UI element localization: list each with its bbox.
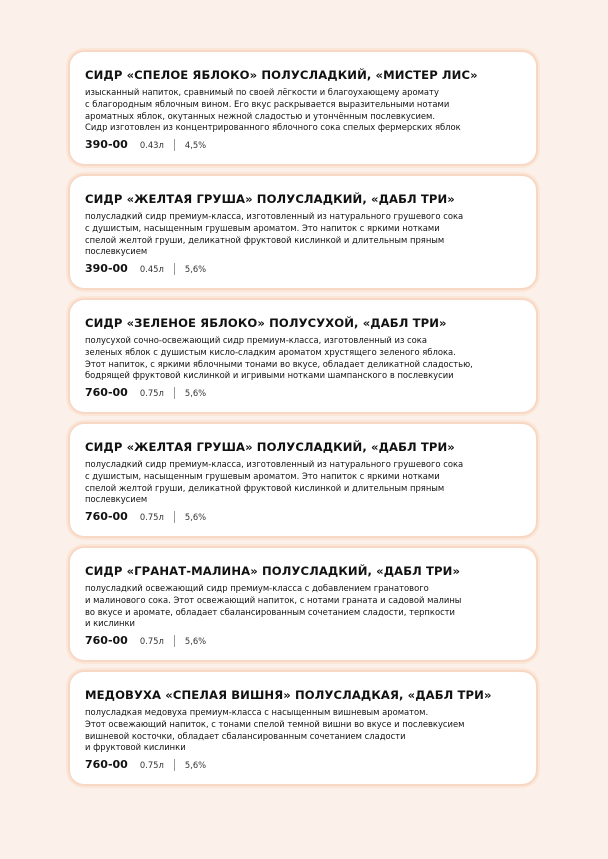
product-price: 390-00 [85, 262, 128, 276]
product-card [70, 300, 536, 412]
product-abv: 5,6% [184, 759, 207, 770]
product-description: полусладкий освежающий сидр премиум-класса с добавлением гранатового и малинового сока. Этот освежающий напиток, с нотами граната и садовой малины во вкусе и аромате, обладает сбалансированным сочетанием сладости, терпкости и кислинки [85, 583, 462, 629]
product-volume: 0.75л [139, 511, 164, 522]
product-abv: 5,6% [184, 635, 207, 646]
product-description: полусухой сочно-освежающий сидр премиум-класса, изготовленный из сока зеленых яблок с душистым кисло-сладким ароматом хрустящего зеленого яблока. Этот напиток, с яркими яблочными тонами во вкусе, обладает деликатной сладостью, бодрящей фруктовой кислинкой и игривыми нотками шампанского в послевкусии [85, 335, 473, 381]
meta-divider [174, 263, 175, 275]
product-volume: 0.45л [139, 263, 164, 274]
product-abv: 4,5% [184, 139, 207, 150]
product-title: СИДР «ЗЕЛЕНОЕ ЯБЛОКО» ПОЛУСУХОЙ, «ДАБЛ ТРИ» [85, 316, 447, 330]
product-meta [85, 137, 522, 152]
product-meta [85, 633, 522, 648]
product-card [70, 548, 536, 660]
product-meta [85, 385, 522, 400]
product-volume: 0.43л [139, 139, 164, 150]
product-card [70, 52, 536, 164]
product-abv: 5,6% [184, 387, 207, 398]
product-abv: 5,6% [184, 263, 207, 274]
product-volume: 0.75л [139, 635, 164, 646]
product-title: СИДР «СПЕЛОЕ ЯБЛОКО» ПОЛУСЛАДКИЙ, «МИСТЕР ЛИС» [85, 68, 478, 82]
product-card [70, 176, 536, 288]
product-title: СИДР «ЖЕЛТАЯ ГРУША» ПОЛУСЛАДКИЙ, «ДАБЛ ТРИ» [85, 192, 455, 206]
meta-divider [174, 511, 175, 523]
product-price: 760-00 [85, 758, 128, 772]
product-title: МЕДОВУХА «СПЕЛАЯ ВИШНЯ» ПОЛУСЛАДКАЯ, «ДАБЛ ТРИ» [85, 688, 492, 702]
meta-divider [174, 759, 175, 771]
meta-divider [174, 635, 175, 647]
product-price: 760-00 [85, 386, 128, 400]
product-meta [85, 757, 522, 772]
product-description: полусладкий сидр премиум-класса, изготовленный из натурального грушевого сока с душистым, насыщенным грушевым ароматом. Это напиток с яркими нотками спелой желтой груши, деликатной фруктовой кислинкой и длительным пряным послевкусием [85, 459, 464, 505]
product-card [70, 424, 536, 536]
product-price: 760-00 [85, 510, 128, 524]
product-price: 760-00 [85, 634, 128, 648]
product-meta [85, 509, 522, 524]
product-title: СИДР «ГРАНАТ-МАЛИНА» ПОЛУСЛАДКИЙ, «ДАБЛ ТРИ» [85, 564, 461, 578]
product-meta [85, 261, 522, 276]
product-abv: 5,6% [184, 511, 207, 522]
meta-divider [174, 139, 175, 151]
product-title: СИДР «ЖЕЛТАЯ ГРУША» ПОЛУСЛАДКИЙ, «ДАБЛ ТРИ» [85, 440, 455, 454]
product-description: полусладкая медовуха премиум-класса с насыщенным вишневым ароматом. Этот освежающий напиток, с тонами спелой темной вишни во вкусе и послевкусием вишневой косточки, обладает сбалансированным сочетанием сладости и фруктовой кислинки [85, 707, 465, 753]
product-volume: 0.75л [139, 387, 164, 398]
product-price: 390-00 [85, 138, 128, 152]
product-volume: 0.75л [139, 759, 164, 770]
product-description: изысканный напиток, сравнимый по своей лёгкости и благоухающему аромату с благородным яблочным вином. Его вкус раскрывается выразительными нотами ароматных яблок, окутанных нежной сладостью и утончённым послевкусием. Сидр изготовлен из концентрированного яблочного сока спелых фермерских яблок [85, 87, 461, 133]
product-card [70, 672, 536, 784]
product-description: полусладкий сидр премиум-класса, изготовленный из натурального грушевого сока с душистым, насыщенным грушевым ароматом. Это напиток с яркими нотками спелой желтой груши, деликатной фруктовой кислинкой и длительным пряным послевкусием [85, 211, 464, 257]
meta-divider [174, 387, 175, 399]
